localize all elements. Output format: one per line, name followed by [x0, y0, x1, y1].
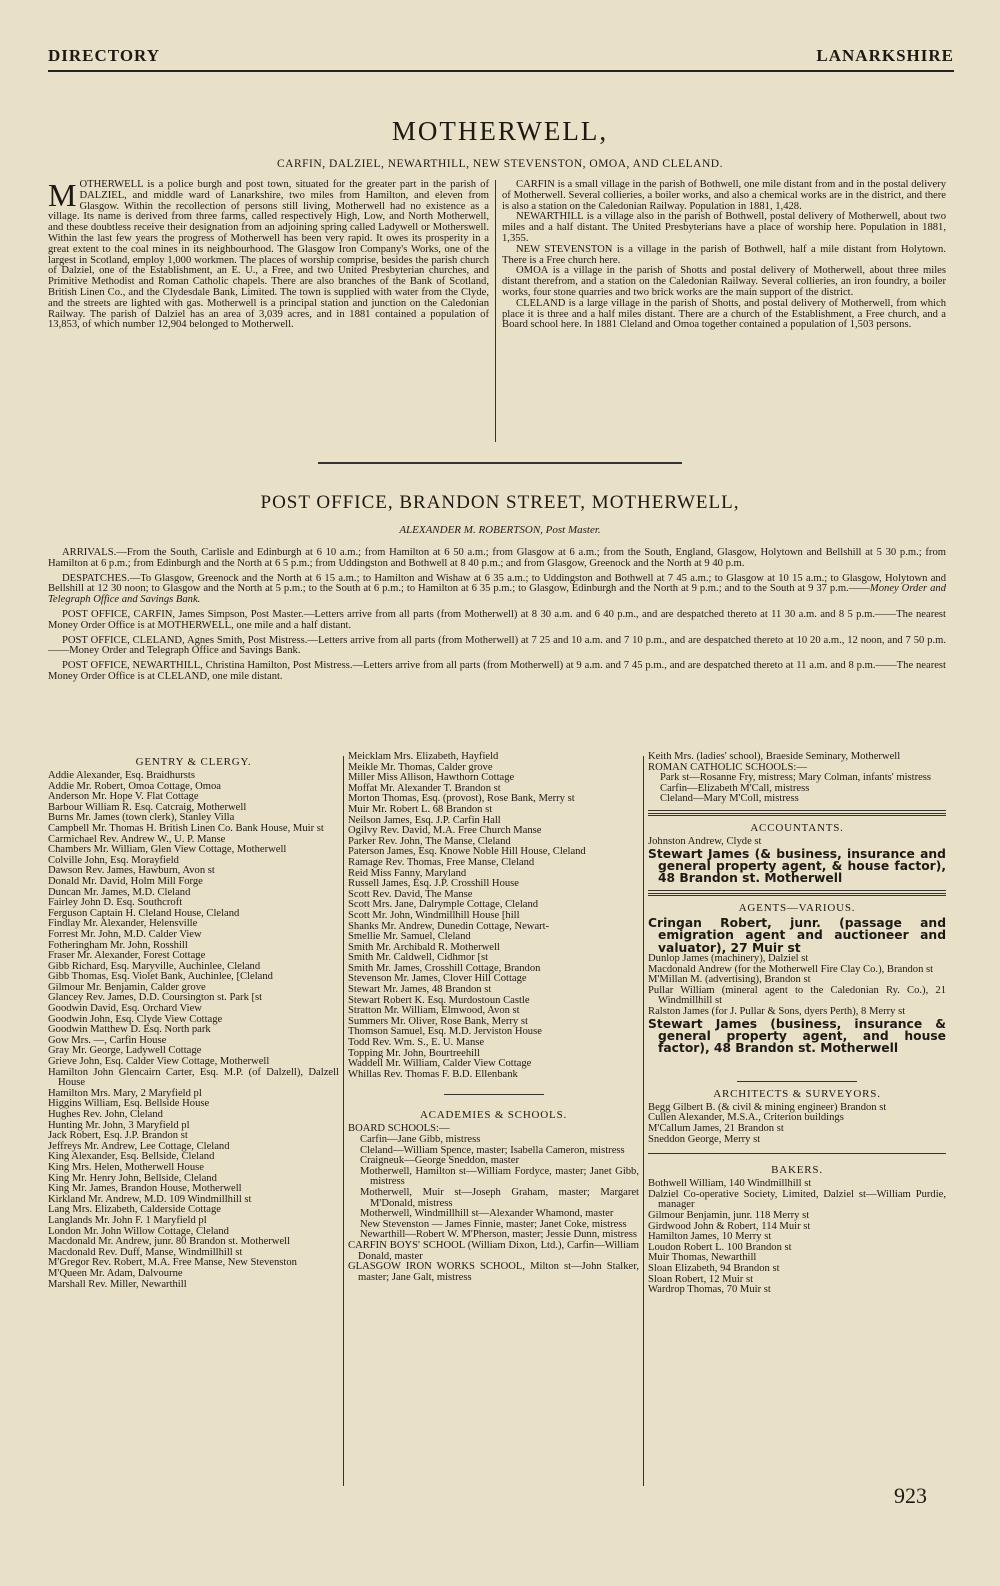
directory-column-2: [348, 752, 639, 1283]
list-item: Dunlop James (machinery), Dalziel st: [648, 953, 809, 964]
gentry-list-1: [48, 771, 339, 1290]
list-item: Duncan Mr. James, M.D. Cleland: [48, 886, 191, 898]
agents-heading: AGENTS—VARIOUS.: [738, 901, 856, 914]
list-item: Macdonald Andrew (for the Motherwell Fire Clay Co.), Brandon st: [648, 963, 934, 975]
list-item: Smith Mr. Archibald R. Motherwell: [348, 941, 500, 953]
list-item: Goodwin David, Esq. Orchard View: [48, 1003, 202, 1015]
list-item: Thomson Samuel, Esq. M.D. Jerviston House: [348, 1026, 542, 1038]
list-item: Macdonald Mr. Andrew, junr. 80 Brandon st. Motherwell: [48, 1236, 291, 1248]
rule: [648, 890, 946, 891]
list-item: Stewart Mr. James, 48 Brandon st: [348, 984, 492, 996]
list-item: Whillas Rev. Thomas F. B.D. Ellenbank: [348, 1068, 518, 1080]
list-item: Moffat Mr. Alexander T. Brandon st: [348, 782, 501, 794]
agents-list: [648, 954, 946, 1018]
list-item: Hamilton James, 10 Merry st: [648, 1231, 772, 1243]
running-header: [48, 46, 954, 68]
list-item: Addie Alexander, Esq. Braidhursts: [48, 770, 195, 781]
bakers-heading: BAKERS.: [771, 1164, 823, 1177]
list-item: Wardrop Thomas, 70 Muir st: [648, 1284, 771, 1296]
list-item: Ralston James (for J. Pullar & Sons, dyers Perth), 8 Merry st: [648, 1005, 906, 1017]
directory-column-3: [648, 752, 946, 1296]
agent-cringan: Cringan Robert, junr. (passage and emigration agent and auctioneer and valuator), 27 Muir st: [648, 915, 946, 955]
agent-stewart: Stewart James (business, insurance & general property agent, and house factor), 48 Brandon st. Motherwell: [648, 1016, 946, 1056]
omoa-text: is a village in the parish of Shotts and postal delivery of Motherwell, about three miles distant therefrom, and a station on the Caledonian Railway. Several collieries, an iron foundry, a boiler works, four stone quarries and two brick works are the main support of the district.: [502, 265, 946, 298]
rule: [648, 1153, 946, 1154]
list-item: Anderson Mr. Hope V. Flat Cottage: [48, 791, 199, 803]
board-schools-list: [348, 1135, 639, 1241]
list-item: London Mr. John Willow Cottage, Cleland: [48, 1225, 229, 1237]
newarthill-name: NEWARTHILL: [516, 211, 584, 223]
list-item: Dawson Rev. James, Hawburn, Avon st: [48, 865, 215, 877]
list-item: Miller Miss Allison, Hawthorn Cottage: [348, 772, 515, 784]
list-item: Begg Gilbert B. (& civil & mining engineer) Brandon st: [648, 1101, 887, 1113]
list-item: Stevenson Mr. James, Clover Hill Cottage: [348, 973, 527, 985]
list-item: Sloan Elizabeth, 94 Brandon st: [648, 1262, 780, 1274]
motherwell-text: OTHERWELL is a police burgh and post town, situated for the greater part in the parish of DALZIEL, and middle ward of Lanarkshire, two miles from Hamilton, and eleven from Glasgow. Within the recollection of persons still living, Motherwell had no existence as a village. Its name is derived from three farms, called respectively High, Low, and North Motherwell, and these doubtless receive their designation from an adjoining spring called Ladywell or Motherswell. Within the last few years the progress of Motherwell has been very rapid. It owes its prosperity in a great extent to the coal mines in its neighbourhood. The Glasgow Iron Company's Works, one of the largest in Scotland, employ 1,000 workmen. The places of worship comprise, besides the parish church of Dalziel, one of the Establishment, an E. U., a Free, and two United Presbyterian churches, and Primitive Methodist and Roman Catholic chapels. There are also branches of the Bank of Scotland, British Linen Co., and the Clydesdale Bank, Limited. The town is supplied with water from the Clyde, and the streets are lighted with gas. Motherwell is a principal station and junction on the Caledonian Railway. The parish of Dalziel has an area of 3,039 acres, and in 1881 contained a population of 13,853, of which number 12,904 belonged to Motherwell.: [48, 179, 489, 331]
list-item: Stratton Mr. William, Elmwood, Avon st: [348, 1005, 520, 1017]
list-item: Smith Mr. Caldwell, Cidhmor [st: [348, 952, 489, 964]
directory-column-1: [48, 752, 339, 1290]
list-item: Topping Mr. John, Bourtreehill: [348, 1047, 480, 1059]
list-item: Carfin—Elizabeth M'Call, mistress: [660, 782, 810, 794]
list-item: Burns Mr. James (town clerk), Stanley Villa: [48, 812, 235, 824]
post-office-title: POST OFFICE, BRANDON STREET, MOTHERWELL,: [260, 492, 740, 513]
intro-right-column: [502, 180, 946, 331]
column-rule: [444, 1094, 544, 1095]
glasgow-iron-school: GLASGOW IRON WORKS SCHOOL, Milton st—John Stalker, master; Jane Galt, mistress: [348, 1261, 639, 1283]
intro-left-column: [48, 177, 489, 331]
list-item: Shanks Mr. Andrew, Dunedin Cottage, Newart-: [348, 920, 550, 932]
list-item: M'Callum James, 21 Brandon st: [648, 1122, 784, 1134]
list-item: Fotheringham Mr. John, Rosshill: [48, 939, 188, 951]
list-item: Macdonald Rev. Duff, Manse, Windmillhill st: [48, 1246, 243, 1258]
list-item: Barbour William R. Esq. Catcraig, Motherwell: [48, 801, 247, 813]
cleland-description: [502, 299, 946, 331]
newarthill-post-office: POST OFFICE, NEWARTHILL, Christina Hamilton, Post Mistress.—Letters arrive from all parts (from Motherwell) at 9 a.m. and 7 45 p.m., and are despatched thereto at 11 a.m. and 8 p.m.——The nearest Money Order Office is at CLELAND, one mile distant.: [48, 660, 946, 682]
header-rule: [48, 70, 954, 72]
list-item: Muir Thomas, Newarthill: [648, 1252, 757, 1264]
list-item: M'Millan M. (advertising), Brandon st: [648, 974, 811, 986]
academies-heading: ACADEMIES & SCHOOLS.: [419, 1109, 568, 1122]
list-item: Smith Mr. James, Crosshill Cottage, Brandon: [348, 962, 541, 974]
list-item: Jack Robert, Esq. J.P. Brandon st: [48, 1130, 188, 1142]
page-subtitle: CARFIN, DALZIEL, NEWARTHILL, NEW STEVENSTON, OMOA, AND CLELAND.: [277, 158, 723, 170]
gentry-list-2: [348, 752, 639, 1080]
list-item: Meicklam Mrs. Elizabeth, Hayfield: [348, 751, 499, 762]
bakers-list: [648, 1179, 946, 1296]
list-item: Todd Rev. Wm. S., E. U. Manse: [348, 1037, 485, 1049]
list-item: Goodwin Matthew D. Esq. North park: [48, 1024, 211, 1036]
list-item: Motherwell, Hamilton st—William Fordyce, master; Janet Gibb, mistress: [360, 1165, 639, 1188]
list-item: Carfin—Jane Gibb, mistress: [360, 1134, 481, 1145]
list-item: Carmichael Rev. Andrew W., U. P. Manse: [48, 833, 226, 845]
list-item: Morton Thomas, Esq. (provost), Rose Bank, Merry st: [348, 793, 575, 805]
list-item: Craigneuk—George Sneddon, master: [360, 1155, 519, 1167]
list-item: Newarthill—Robert W. M'Pherson, master; Jessie Dunn, mistress: [360, 1229, 638, 1241]
list-item: Addie Mr. Robert, Omoa Cottage, Omoa: [48, 780, 222, 792]
list-item: Russell James, Esq. J.P. Crosshill House: [348, 878, 519, 890]
cleland-text: is a large village in the parish of Shotts, and postal delivery of Motherwell, from which place it is three and a half miles distant. There are a church of the Establishment, a Free church, and a Board school here. In 1881 Cleland and Omoa together contained a population of 1,503 persons.: [502, 297, 946, 331]
header-right: LANARKSHIRE: [816, 46, 954, 65]
list-item: Motherwell, Windmillhill st—Alexander Whamond, master: [360, 1208, 614, 1220]
rc-label-text: ROMAN CATHOLIC SCHOOLS:—: [648, 761, 807, 773]
list-item: Gilmour Mr. Benjamin, Calder grove: [48, 981, 206, 993]
board-label-text: BOARD SCHOOLS:—: [348, 1123, 450, 1135]
list-item: Campbell Mr. Thomas H. British Linen Co. Bank House, Muir st: [48, 822, 324, 834]
list-item: Ramage Rev. Thomas, Free Manse, Cleland: [348, 856, 535, 868]
list-item: Summers Mr. Oliver, Rose Bank, Merry st: [348, 1015, 528, 1027]
list-item: Scott Mrs. Jane, Dalrymple Cottage, Cleland: [348, 899, 539, 911]
despatches-note: Money Order and Telegraph Office and Savings Bank.: [48, 583, 946, 606]
list-item: Cullen Alexander, M.S.A., Criterion buildings: [648, 1112, 844, 1124]
list-item: Hamilton John Glencairn Carter, Esq. M.P. (of Dalzell), Dalzell House: [48, 1066, 339, 1089]
list-item: Ogilvy Rev. David, M.A. Free Church Manse: [348, 825, 542, 837]
list-item: Higgins William, Esq. Bellside House: [48, 1098, 210, 1110]
list-item: Gow Mrs. —, Carfin House: [48, 1034, 167, 1046]
list-item: Fairley John D. Esq. Southcroft: [48, 897, 183, 909]
cleland-post-office: POST OFFICE, CLELAND, Agnes Smith, Post Mistress.—Letters arrive from all parts (from Motherwell) at 7 25 and 10 a.m. and 7 10 p.m., and are despatched thereto at 10 20 a.m., 12 noon, and 7 50 p.m.——Money Order and Telegraph Office and Savings Bank.: [48, 634, 946, 657]
carfin-boys-school: CARFIN BOYS' SCHOOL (William Dixon, Ltd.), Carfin—William Donald, master: [348, 1239, 639, 1262]
carfin-post-office: POST OFFICE, CARFIN, James Simpson, Post Master.—Letters arrive from all parts (from Motherwell) at 8 30 a.m. and 6 40 p.m., and are despatched thereto at 11 30 a.m. and 8 5 p.m.——The nearest Money Order Office is at MOTHERWELL, one mile and a half distant.: [48, 608, 946, 631]
list-item: Findlay Mr. Alexander, Helensville: [48, 918, 198, 930]
list-item: Fraser Mr. Alexander, Forest Cottage: [48, 950, 206, 962]
gentry-heading: GENTRY & CLERGY.: [135, 756, 252, 768]
column-divider-1: [343, 756, 344, 1486]
list-item: Grieve John, Esq. Calder View Cottage, Motherwell: [48, 1056, 270, 1068]
accountants-heading: ACCOUNTANTS.: [750, 821, 844, 834]
drop-cap: M: [48, 177, 77, 213]
rc-schools-list: [648, 773, 946, 805]
list-item: Paterson James, Esq. Knowe Noble Hill House, Cleland: [348, 846, 586, 858]
newarthill-description: [502, 212, 946, 244]
section-rule: [318, 462, 682, 464]
list-item: Lang Mrs. Elizabeth, Calderside Cottage: [48, 1204, 221, 1216]
list-item: Parker Rev. John, The Manse, Cleland: [348, 835, 511, 847]
list-item: Jeffreys Mr. Andrew, Lee Cottage, Cleland: [48, 1140, 230, 1152]
list-item: Girdwood John & Robert, 114 Muir st: [648, 1220, 811, 1232]
list-item: Hunting Mr. John, 3 Maryfield pl: [48, 1119, 190, 1131]
newstevenston-name: NEW STEVENSTON: [516, 243, 613, 255]
list-item: King Mrs. Helen, Motherwell House: [48, 1161, 204, 1173]
list-item: Sneddon George, Merry st: [648, 1133, 761, 1145]
accountant-stewart: Stewart James (& business, insurance and general property agent, & house factor), 48 Brandon st. Motherwell: [648, 846, 946, 886]
page-title: MOTHERWELL,: [391, 116, 609, 146]
post-master-line: ALEXANDER M. ROBERTSON, Post Master.: [399, 524, 601, 536]
cleland-name: CLELAND: [516, 297, 566, 309]
list-item: Neilson James, Esq. J.P. Carfin Hall: [348, 814, 501, 826]
accountants-list: [648, 837, 946, 848]
list-item: Hamilton Mrs. Mary, 2 Maryfield pl: [48, 1087, 202, 1099]
list-item: Scott Rev. David, The Manse: [348, 888, 473, 900]
list-item: Cleland—William Spence, master; Isabella Cameron, mistress: [360, 1144, 625, 1156]
header-left: DIRECTORY: [48, 46, 160, 65]
carfin-text: is a small village in the parish of Bothwell, one mile distant from and in the postal delivery of Motherwell. Several collieries, a boiler works, and also a chemical works are in the district, and there is also a station on the Caledonian Railway. Population in 1881, 1,428.: [502, 179, 946, 212]
intro-column-divider: [495, 180, 496, 442]
list-item: Colville John, Esq. Morayfield: [48, 854, 179, 866]
list-item: M'Queen Mr. Adam, Dalvourne: [48, 1267, 183, 1279]
list-item: Ferguson Captain H. Cleland House, Cleland: [48, 907, 240, 919]
list-item: King Mr. James, Brandon House, Motherwell: [48, 1183, 242, 1195]
page-number: 923: [894, 1483, 927, 1508]
list-item: Smellie Mr. Samuel, Cleland: [348, 931, 471, 943]
list-item: Meikle Mr. Thomas, Calder grove: [348, 761, 493, 773]
list-item: Gibb Richard, Esq. Maryville, Auchinlee, Cleland: [48, 960, 261, 972]
list-item: Waddell Mr. William, Calder View Cottage: [348, 1058, 532, 1070]
list-item: Marshall Rev. Miller, Newarthill: [48, 1278, 187, 1290]
list-item: Gilmour Benjamin, junr. 118 Merry st: [648, 1209, 810, 1221]
newarthill-text: is a village also in the parish of Bothwell, postal delivery of Motherwell, about two miles and a half distant. The United Presbyterians have a place of worship here. Population in 1881, 1,355.: [502, 211, 946, 244]
list-item: Scott Mr. John, Windmillhill House [hill: [348, 909, 520, 921]
list-item: Motherwell, Muir st—Joseph Graham, master; Margaret M'Donald, mistress: [360, 1186, 639, 1209]
list-item: Cleland—Mary M'Coll, mistress: [660, 793, 799, 805]
list-item: Park st—Rosanne Fry, mistress; Mary Colman, infants' mistress: [660, 772, 932, 784]
list-item: M'Gregor Rev. Robert, M.A. Free Manse, New Stevenston: [48, 1257, 297, 1269]
list-item: Bothwell William, 140 Windmillhill st: [648, 1178, 812, 1190]
list-item: Loudon Robert L. 100 Brandon st: [648, 1241, 792, 1253]
architects-list: [648, 1103, 946, 1145]
column-divider-2: [643, 756, 644, 1486]
list-item: Donald Mr. David, Holm Mill Forge: [48, 875, 203, 887]
post-office-body: [48, 548, 946, 687]
list-item: Forrest Mr. John, M.D. Calder View: [48, 928, 202, 940]
omoa-name: OMOA: [516, 265, 549, 277]
list-item: Stewart Robert K. Esq. Murdostoun Castle: [348, 994, 530, 1006]
despatches-main: DESPATCHES.—To Glasgow, Greenock and the North at 6 15 a.m.; to Hamilton and Wishaw at 6 35 a.m.; to Uddingston and Bothwell at 7 45 a.m.; to Glasgow at 10 15 a.m.; to Glasgow, Holytown and Bellshill at 12 30 noon; to Glasgow and the North at 5 p.m.; to the South at 6 p.m.; to Hamilton at 6 35 p.m.; to Glasgow, Edinburgh and the North at 9 p.m.; and to the South at 9 37 p.m.——: [48, 572, 946, 595]
list-item: Sloan Robert, 12 Muir st: [648, 1273, 754, 1285]
list-item: Goodwin John, Esq. Clyde View Cottage: [48, 1013, 223, 1025]
omoa-description: [502, 266, 946, 298]
list-item: King Mr. Henry John, Bellside, Cleland: [48, 1172, 217, 1184]
list-item: Hughes Rev. John, Cleland: [48, 1109, 163, 1120]
rule: [648, 810, 946, 811]
list-item: King Alexander, Esq. Bellside, Cleland: [48, 1151, 215, 1163]
keith-school: Keith Mrs. (ladies' school), Braeside Seminary, Motherwell: [648, 751, 901, 762]
list-item: Langlands Mr. John F. 1 Maryfield pl: [48, 1214, 207, 1226]
list-item: Pullar William (mineral agent to the Caledonian Ry. Co.), 21 Windmillhill st: [648, 984, 946, 1007]
arrivals-text: ARRIVALS.—From the South, Carlisle and Edinburgh at 6 10 a.m.; from Hamilton at 6 50 a.m.; from Glasgow at 6 a.m.; from the South, England, Glasgow, Holytown and Bellshill at 5 30 p.m.; from Hamilton at 6 p.m.; from Edinburgh and the North at 6 5 p.m.; from Uddingston and Bothwell at 8 40 p.m.; and from Glasgow, Greenock and the North at 9 40 p.m.: [48, 547, 946, 569]
newstevenston-text: is a village in the parish of Bothwell, half a mile distant from Holytown. There is a Free church here.: [502, 243, 946, 266]
double-rule: [648, 893, 946, 896]
list-item: Glancey Rev. James, D.D. Coursington st. Park [st: [48, 992, 263, 1004]
newstevenston-description: [502, 245, 946, 267]
list-item: Johnston Andrew, Clyde st: [648, 835, 762, 847]
list-item: Chambers Mr. William, Glen View Cottage, Motherwell: [48, 844, 287, 856]
list-item: Muir Mr. Robert L. 68 Brandon st: [348, 803, 493, 815]
motherwell-description: [48, 177, 489, 331]
list-item: Dalziel Co-operative Society, Limited, Dalziel st—William Purdie, manager: [648, 1188, 946, 1211]
column-rule: [737, 1081, 857, 1082]
list-item: Kirkland Mr. Andrew, M.D. 109 Windmillhill st: [48, 1193, 252, 1205]
despatches-text: [48, 574, 946, 606]
list-item: Reid Miss Fanny, Maryland: [348, 867, 467, 879]
carfin-description: [502, 180, 946, 212]
list-item: Gibb Thomas, Esq. Violet Bank, Auchinlee, [Cleland: [48, 971, 273, 983]
architects-heading: ARCHITECTS & SURVEYORS.: [713, 1087, 881, 1100]
double-rule: [648, 813, 946, 816]
list-item: Gray Mr. George, Ladywell Cottage: [48, 1045, 202, 1057]
list-item: New Stevenston — James Finnie, master; Janet Coke, mistress: [360, 1218, 627, 1230]
carfin-name: CARFIN: [516, 179, 555, 190]
